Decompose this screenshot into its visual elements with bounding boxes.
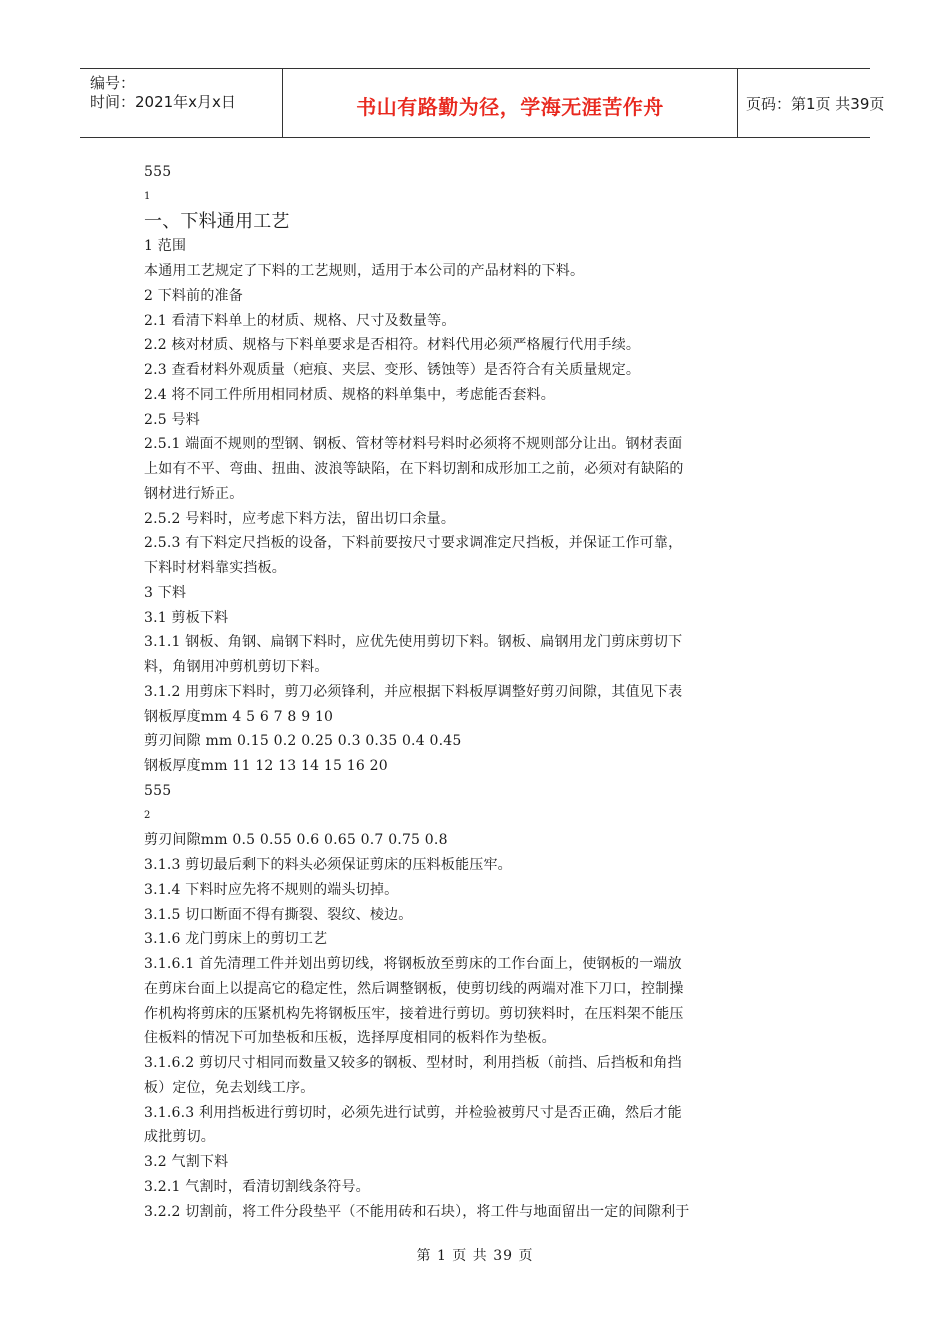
text-line: 1 范围 bbox=[144, 238, 187, 255]
text-line: 3.2.1 气割时，看清切割线条符号。 bbox=[144, 1178, 370, 1195]
header-meta-cell bbox=[80, 69, 282, 137]
doc-code-label: 编号： bbox=[90, 74, 136, 92]
text-line: 2.4 将不同工件所用相同材质、规格的料单集中，考虑能否套料。 bbox=[144, 386, 555, 403]
page-footer: 第 1 页 共 39 页 bbox=[416, 1248, 534, 1264]
text-line: 2.1 看清下料单上的材质、规格、尺寸及数量等。 bbox=[144, 312, 456, 329]
text-line: 钢板厚度mm 11 12 13 14 15 16 20 bbox=[144, 758, 388, 774]
text-line: 3.1.6.1 首先清理工件并划出剪切线，将钢板放至剪床的工作台面上，使钢板的一端放 bbox=[144, 956, 682, 972]
text-line: 3.1.3 剪切最后剩下的料头必须保证剪床的压料板能压牢。 bbox=[144, 857, 512, 873]
text-line: 3.1.2 用剪床下料时，剪刀必须锋利，并应根据下料板厚调整好剪刃间隙，其值见下表 bbox=[144, 683, 683, 700]
text-line: 3.2.2 切割前，将工件分段垫平（不能用砖和石块），将工件与地面留出一定的间隙利于 bbox=[144, 1203, 690, 1220]
text-line: 3.1.6.3 利用挡板进行剪切时，必须先进行试剪，并检验被剪尺寸是否正确，然后才能 bbox=[144, 1104, 682, 1121]
text-line: 钢材进行矫正。 bbox=[144, 485, 244, 502]
header-page-info: 页码：第1页 共39页 bbox=[746, 95, 885, 113]
motto-text: 书山有路勤为径，学海无涯苦作舟 bbox=[356, 95, 664, 119]
text-line: 3.1.5 切口断面不得有撕裂、裂纹、棱边。 bbox=[144, 906, 413, 923]
text-line: 板）定位，免去划线工序。 bbox=[144, 1079, 315, 1096]
text-line: 2.5 号料 bbox=[144, 411, 200, 428]
text-line: 1 bbox=[144, 190, 151, 202]
header-motto-cell bbox=[282, 69, 738, 137]
text-line: 2.3 查看材料外观质量（疤痕、夹层、变形、锈蚀等）是否符合有关质量规定。 bbox=[144, 362, 641, 378]
page-header bbox=[80, 68, 885, 138]
text-line: 2.2 核对材质、规格与下料单要求是否相符。材料代用必须严格履行代用手续。 bbox=[144, 337, 641, 354]
document-body bbox=[144, 160, 774, 1224]
text-line: 料，角钢用冲剪机剪切下料。 bbox=[144, 659, 329, 675]
text-line: 3.2 气割下料 bbox=[144, 1154, 229, 1170]
text-line: 成批剪切。 bbox=[144, 1129, 215, 1146]
text-line: 3.1.1 钢板、角钢、扁钢下料时，应优先使用剪切下料。钢板、扁钢用龙门剪床剪切下 bbox=[144, 634, 683, 651]
doc-date: 时间：2021年x月x日 bbox=[90, 93, 236, 111]
text-line: 2.5.1 端面不规则的型钢、钢板、管材等材料号料时必须将不规则部分让出。钢材表面 bbox=[144, 436, 683, 453]
text-line: 3 下料 bbox=[144, 584, 187, 601]
text-line: 2.5.2 号料时，应考虑下料方法，留出切口余量。 bbox=[144, 510, 456, 527]
text-line: 在剪床台面上以提高它的稳定性，然后调整钢板，使剪切线的两端对准下刀口，控制操 bbox=[144, 980, 684, 997]
text-line: 2.5.3 有下料定尺挡板的设备，下料前要按尺寸要求调准定尺挡板，并保证工作可靠， bbox=[144, 535, 683, 552]
text-line: 剪刃间隙 mm 0.15 0.2 0.25 0.3 0.35 0.4 0.45 bbox=[144, 733, 462, 750]
text-line: 2 bbox=[144, 809, 151, 821]
text-line: 上如有不平、弯曲、扭曲、波浪等缺陷，在下料切割和成形加工之前，必须对有缺陷的 bbox=[144, 461, 684, 477]
text-line: 钢板厚度mm 4 5 6 7 8 9 10 bbox=[144, 708, 334, 725]
text-line: 3.1 剪板下料 bbox=[144, 609, 229, 626]
header-page-cell bbox=[736, 69, 885, 137]
text-line: 下料时材料靠实挡板。 bbox=[144, 560, 286, 576]
text-line: 住板料的情况下可加垫板和压板，选择厚度相同的板料作为垫板。 bbox=[144, 1030, 556, 1047]
text-line: 作机构将剪床的压紧机构先将钢板压牢，接着进行剪切。剪切狭料时，在压料架不能压 bbox=[144, 1005, 684, 1022]
text-line: 555 bbox=[144, 782, 172, 799]
text-line: 3.1.4 下料时应先将不规则的端头切掉。 bbox=[144, 881, 399, 898]
text-line: 3.1.6 龙门剪床上的剪切工艺 bbox=[144, 931, 328, 948]
section-title: 一、下料通用工艺 bbox=[144, 210, 290, 232]
text-line: 555 bbox=[144, 164, 172, 180]
text-line: 本通用工艺规定了下料的工艺规则，适用于本公司的产品材料的下料。 bbox=[144, 263, 585, 279]
text-line: 3.1.6.2 剪切尺寸相同而数量又较多的钢板、型材时，利用挡板（前挡、后挡板和角挡 bbox=[144, 1055, 682, 1071]
text-line: 2 下料前的准备 bbox=[144, 287, 243, 304]
text-line: 剪刃间隙mm 0.5 0.55 0.6 0.65 0.7 0.75 0.8 bbox=[144, 832, 448, 849]
